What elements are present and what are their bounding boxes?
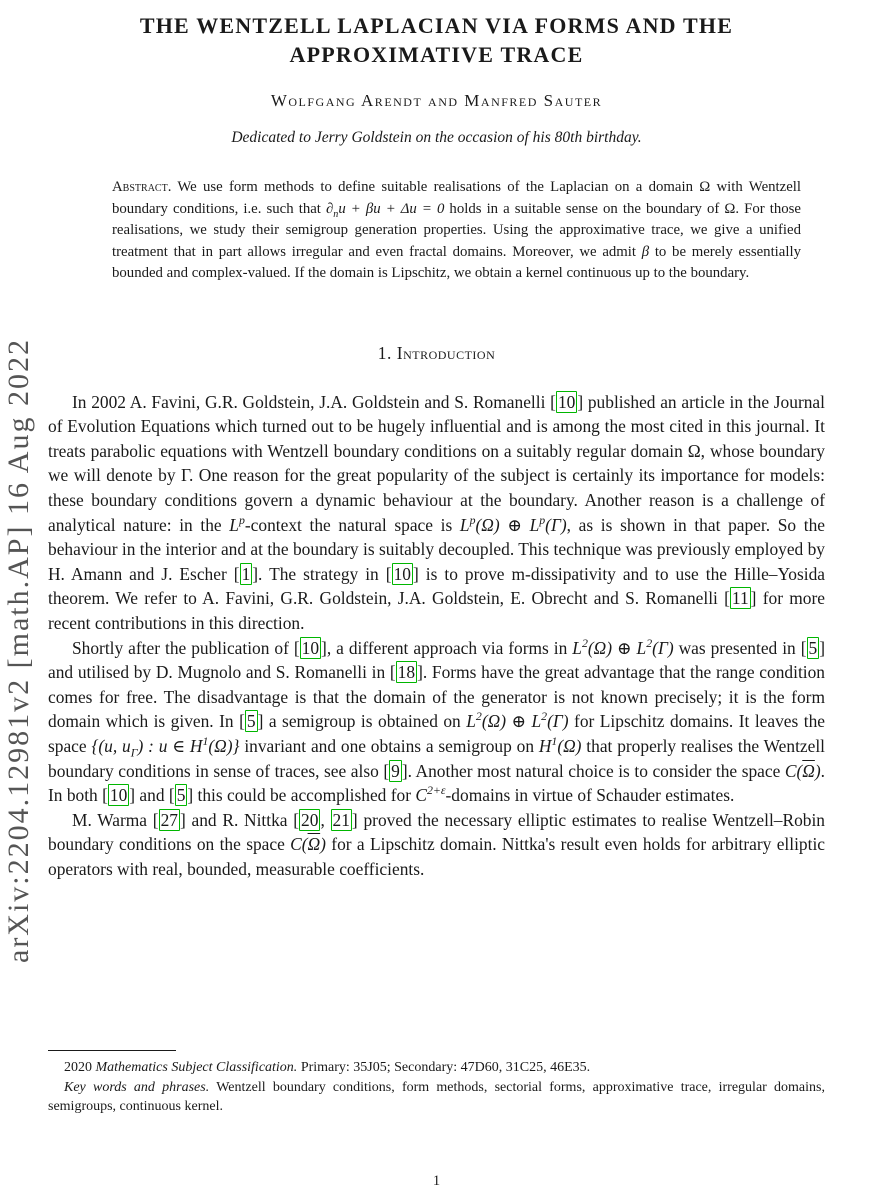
footnote-msc — [48, 1058, 825, 1078]
text-segment: holds in a suitable sense on the boundary of Ω. For those realisations, we study their semigroup generation properties. Using the approximative trace, we give a unified treatment that in part allows irregular and even fractal domains. Moreover, we admit — [112, 200, 801, 260]
text-segment: Key words and phrases. — [64, 1079, 210, 1095]
citation-link[interactable]: 11 — [731, 588, 749, 609]
abstract-label: Abstract. — [112, 179, 172, 196]
text-segment: In 2002 A. Favini, G.R. Goldstein, J.A. Goldstein and S. Romanelli [ — [72, 391, 556, 412]
text-segment: u + βu + Δu = 0 — [338, 200, 445, 217]
text-segment: 2+ε — [426, 783, 446, 798]
text-segment: ]. The strategy in [ — [252, 563, 392, 584]
text-segment: L — [572, 637, 582, 658]
text-segment: ∂ — [325, 200, 334, 217]
text-segment: -context the natural space is — [244, 514, 460, 535]
text-segment: ] and utilised by D. Mugnolo and S. Romanelli in [ — [48, 637, 825, 683]
text-segment: ] proved the necessary elliptic estimates to realise Wentzell–Robin boundary conditions on the space — [48, 809, 825, 855]
text-segment: . In both [ — [48, 760, 825, 806]
text-segment: ) : u ∈ H — [137, 736, 203, 756]
text-segment: H — [538, 736, 552, 756]
text-segment: for Lipschitz domains. It leaves the space — [48, 711, 825, 756]
text-segment: invariant and one obtains a semigroup on — [239, 736, 539, 756]
text-segment: Wentzell boundary conditions, form methods, sectorial forms, approximative trace, irregular domains, semigroups, continuous kernel. — [48, 1079, 825, 1114]
text-segment: for a Lipschitz domain. Nittka's result even holds for arbitrary elliptic operators with real, bounded, measurable coefficients. — [48, 834, 826, 879]
text-segment: ] is to prove m-dissipativity and to use the Hille–Yosida theorem. We refer to A. Favini, G.R. Goldstein, J.A. Goldstein, E. Obrecht and S. Romanelli [ — [48, 563, 826, 609]
paper-title — [48, 12, 825, 69]
text-segment: C( — [784, 760, 803, 781]
text-segment: p — [238, 512, 245, 527]
text-segment: Shortly after the publication of [ — [72, 637, 300, 658]
text-segment: β — [641, 243, 650, 260]
text-segment: ] and R. Nittka [ — [179, 809, 300, 830]
text-segment: p — [539, 512, 546, 527]
text-segment: ] published an article in the Journal of Evolution Equations which turned out to be hugely influential and is among the most cited in this journal. It treats parabolic equations with Wentzell boundary conditions on a suitably regular domain Ω, whose boundary we will denote by Γ. One reason for the great popularity of the subject is certainly its importance for models: these boundary conditions govern a dynamic behaviour at the boundary. Another reason is a challenge of analytical nature: in the — [48, 391, 825, 535]
text-segment: C — [415, 785, 427, 806]
text-segment: 2 — [541, 709, 548, 724]
text-segment: Primary: 35J05; Secondary: 47D60, 31C25, 46E35. — [297, 1060, 591, 1075]
abstract — [112, 177, 801, 285]
text-segment: was presented in [ — [673, 637, 807, 658]
paper-title-line1: THE WENTZELL LAPLACIAN VIA FORMS AND THE — [139, 13, 734, 38]
text-segment: $\overline{\Omega}$ — [307, 834, 321, 855]
citation-link[interactable]: 21 — [332, 809, 350, 830]
text-segment: ] for more recent contributions in this direction. — [48, 588, 825, 634]
text-segment: (Ω) ⊕ L — [475, 514, 540, 535]
paragraph-1 — [48, 390, 825, 636]
footnote-area — [48, 1050, 825, 1117]
dedication: Dedicated to Jerry Goldstein on the occasion of his 80th birthday. — [231, 129, 642, 147]
authors: Wolfgang Arendt and Manfred Sauter — [270, 91, 603, 111]
text-segment: $\overline{\Omega}$ — [802, 760, 815, 781]
abstract-text — [112, 179, 801, 281]
citation-link[interactable]: 5 — [808, 637, 818, 658]
text-segment: (Ω) ⊕ L — [587, 637, 647, 658]
text-segment: ] this could be accomplished for — [187, 785, 416, 806]
text-segment: ] a semigroup is obtained on — [257, 711, 467, 732]
citation-link[interactable]: 9 — [391, 760, 400, 781]
citation-link[interactable]: 10 — [109, 785, 128, 806]
paragraph-3 — [48, 808, 825, 882]
citation-link[interactable]: 5 — [246, 711, 256, 732]
citation-link[interactable]: 20 — [301, 809, 319, 830]
text-segment: 1 — [202, 734, 209, 749]
text-segment: M. Warma [ — [72, 809, 159, 830]
text-segment: 2 — [646, 635, 653, 650]
text-segment: We use form methods to define suitable realisations of the Laplacian on a domain Ω with Wentzell boundary conditions, i.e. such that — [112, 179, 801, 217]
text-segment: (Ω) — [557, 736, 582, 756]
text-segment: Mathematics Subject Classification. — [95, 1060, 298, 1075]
paper-title-line2: APPROXIMATIVE TRACE — [289, 41, 584, 67]
text-segment: ) — [814, 760, 821, 781]
text-segment: n — [333, 208, 339, 220]
text-segment: to be merely essentially bounded and complex-valued. If the domain is Lipschitz, we obtain a kernel continuous up to the boundary. — [112, 243, 801, 282]
text-segment: L — [229, 514, 239, 535]
text-segment: , as is shown in that paper. So the behaviour in the interior and at the boundary is suitably decoupled. This technique was previously employed by H. Amann and J. Escher [ — [48, 514, 826, 584]
text-segment: 2 — [475, 709, 482, 724]
citation-link[interactable]: 27 — [160, 809, 178, 830]
text-segment: , — [320, 809, 331, 830]
text-segment: ] and [ — [129, 785, 175, 806]
text-segment: 2 — [581, 635, 588, 650]
text-segment: ], a different approach via forms in — [321, 637, 573, 658]
text-segment: 1 — [551, 734, 558, 749]
text-segment: C( — [290, 834, 308, 855]
section-heading: 1. Introduction — [377, 342, 496, 363]
arxiv-watermark: arXiv:2204.12981v2 [math.AP] 16 Aug 2022 — [2, 338, 35, 963]
text-segment: (Γ) — [547, 711, 569, 732]
text-segment: p — [469, 512, 476, 527]
citation-link[interactable]: 1 — [241, 563, 251, 584]
text-segment: (Ω)} — [208, 736, 240, 756]
text-segment: (Ω) ⊕ L — [481, 711, 542, 732]
text-segment: L — [459, 514, 470, 535]
text-segment: (Γ) — [652, 637, 674, 658]
text-segment: that properly realises the Wentzell boundary conditions in sense of traces, see also [ — [48, 736, 825, 781]
citation-link[interactable]: 10 — [301, 637, 320, 658]
footnote-rule — [48, 1050, 176, 1051]
text-segment: (Γ) — [545, 514, 567, 535]
text-segment: Γ — [130, 745, 138, 760]
text-segment: L — [466, 711, 476, 732]
text-segment: -domains in virtue of Schauder estimates. — [445, 785, 735, 806]
citation-link[interactable]: 10 — [393, 563, 411, 584]
introduction-body — [48, 390, 825, 882]
paragraph-2 — [48, 636, 825, 808]
footnote-keywords — [48, 1078, 825, 1117]
text-segment: ]. Forms have the great advantage that the range condition comes for free. The disadvantage is that the domain of the generator is not known precisely; it is the form domain which is given. In [ — [48, 662, 825, 732]
page-number: 1 — [432, 1173, 441, 1189]
text-segment: {(u, u — [91, 736, 131, 756]
text-segment: ]. Another most natural choice is to consider the space — [401, 760, 785, 781]
citation-link[interactable]: 18 — [397, 662, 416, 683]
text-segment: ) — [320, 834, 326, 855]
citation-link[interactable]: 10 — [557, 391, 576, 412]
text-segment: 2020 — [64, 1060, 96, 1075]
citation-link[interactable]: 5 — [176, 785, 186, 806]
